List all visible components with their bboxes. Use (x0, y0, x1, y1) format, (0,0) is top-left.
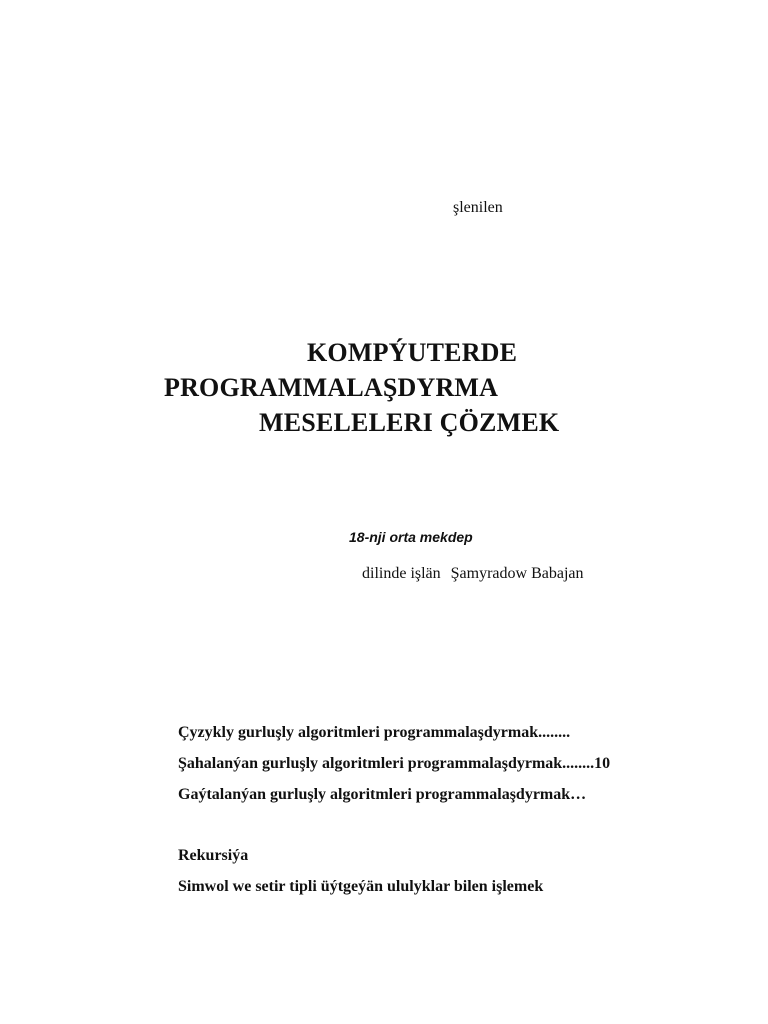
table-of-contents (178, 723, 610, 903)
toc-item: Gaýtalanýan gurluşly algoritmleri programmalaşdyrmak… (178, 786, 587, 803)
toc-item: Çyzykly gurluşly algoritmleri programmalaşdyrmak........ (178, 724, 571, 741)
title-line-3: MESELELERI ÇÖZMEK (259, 408, 560, 437)
author-line (362, 565, 584, 583)
school-name: 18-nji orta mekdep (349, 529, 473, 545)
author-name: Şamyradow Babajan (450, 565, 584, 582)
header-fragment-text: şlenilen (453, 199, 503, 216)
toc-item: Rekursiýa (178, 847, 249, 864)
toc-item: Şahalanýan gurluşly algoritmleri programmalaşdyrmak........10 (178, 755, 611, 772)
toc-item: Simwol we setir tipli üýtgeýän ululyklar bilen işlemek (178, 878, 544, 895)
title-line-2: PROGRAMMALAŞDYRMA (164, 373, 499, 402)
title-line-1: KOMPÝUTERDE (307, 338, 518, 367)
author-prefix: dilinde işlän (362, 565, 441, 582)
